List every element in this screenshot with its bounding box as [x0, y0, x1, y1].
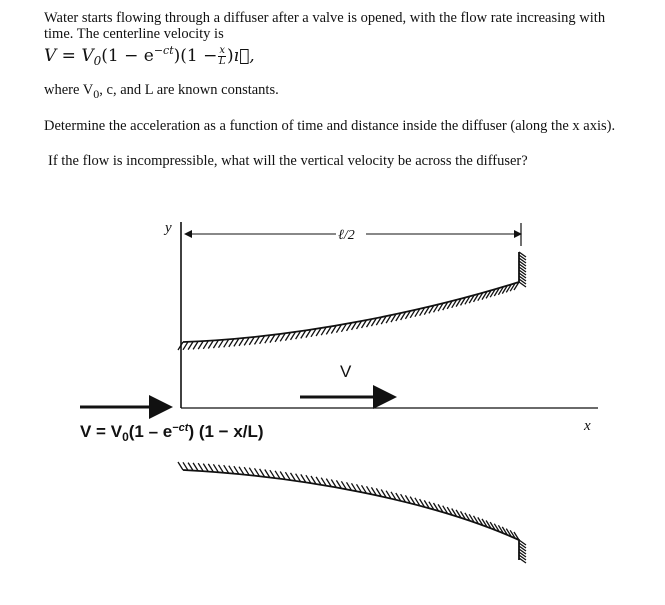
upper-wall-line: [183, 252, 519, 342]
upper-wall: [178, 252, 526, 350]
upper-wall-hatch: [178, 252, 526, 350]
y-axis-label: y: [165, 220, 172, 236]
intro-line-2: time. The centerline velocity is: [44, 26, 224, 42]
eq-frac-num: x: [219, 45, 225, 56]
lower-wall: [178, 462, 526, 563]
inlet-formula-exp: −ct: [172, 422, 189, 434]
eq-part2: )(1 −: [173, 46, 218, 66]
lower-wall-line: [183, 470, 519, 560]
eq-part3: ): [227, 46, 234, 66]
lower-wall-hatch: [178, 462, 526, 563]
eq-lhs: V = V: [44, 46, 94, 66]
eq-sub-zero: 0: [93, 54, 102, 68]
question-1: Determine the acceleration as a function of time and distance inside the diffuser (along the x axis).: [44, 118, 616, 134]
where-rest: , c, and L are known constants.: [99, 82, 279, 98]
eq-frac-den: L: [218, 56, 226, 67]
length-label: ℓ/2: [338, 228, 355, 243]
inlet-formula-sub: 0: [122, 430, 129, 444]
inlet-formula-end: ) (1 − x/L): [188, 422, 264, 441]
x-axis-label: x: [584, 418, 591, 434]
where-sub: 0: [93, 87, 100, 101]
inlet-formula-prefix: V = V: [80, 422, 123, 441]
inlet-formula-mid: (1 – e: [128, 422, 173, 441]
eq-vector: ı⃗,: [233, 46, 255, 66]
velocity-label: V: [340, 362, 352, 381]
intro-line-1: Water starts flowing through a diffuser after a valve is opened, with the flow rate increasing with: [44, 10, 606, 26]
inlet-velocity-formula: [80, 422, 264, 444]
question-2: If the flow is incompressible, what will the vertical velocity be across the diffuser?: [48, 153, 528, 169]
eq-part1: (1 − e: [101, 46, 154, 66]
where-prefix: where V: [44, 82, 94, 98]
eq-exponent: −ct: [153, 44, 174, 57]
